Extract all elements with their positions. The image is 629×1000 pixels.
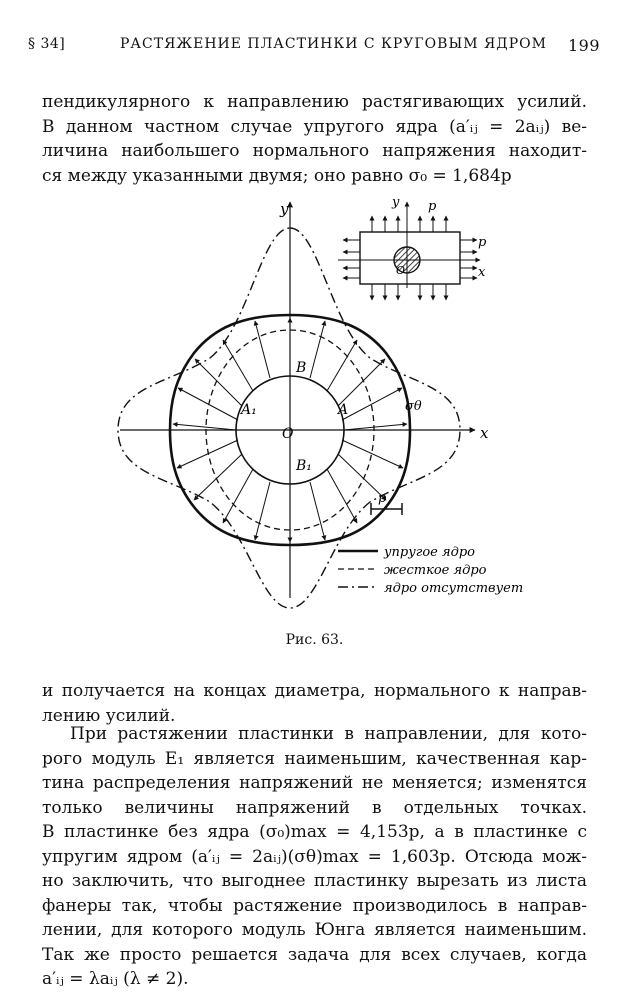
point-a-label: A	[338, 402, 349, 418]
page-number: 199	[567, 36, 600, 55]
paragraph-3	[42, 722, 587, 992]
text-line: В данном частном случае упругого ядра (a′ᵢⱼ = 2aᵢⱼ) ве-	[42, 116, 587, 137]
figure-63	[0, 188, 629, 628]
legend-label-elastic: упругое ядро	[384, 545, 475, 560]
point-b-label: B	[296, 360, 307, 376]
text-line: фанеры так, чтобы растяжение производилось в направ-	[42, 895, 587, 916]
text-line: лению усилий.	[42, 705, 176, 726]
inset-p-right-label: p	[478, 235, 487, 250]
y-axis-label: y	[280, 200, 289, 218]
text-line: только величины напряжений в отдельных точках.	[42, 797, 587, 818]
inset-y-label: y	[392, 195, 400, 210]
inset-x-label: x	[478, 265, 486, 280]
text-line: ся между указанными двумя; оно равно σ₀ = 1,684p	[42, 165, 512, 186]
figure-caption: Рис. 63.	[285, 632, 344, 648]
paragraph-1	[42, 90, 587, 188]
inset-p-top-label: p	[428, 199, 437, 214]
text-line: Так же просто решается задача для всех случаев, когда	[42, 944, 587, 965]
header-title: РАСТЯЖЕНИЕ ПЛАСТИНКИ С КРУГОВЫМ ЯДРОМ	[120, 36, 547, 52]
text-line: лении, для которого модуль Юнга является наименьшим.	[42, 920, 587, 940]
paragraph-2	[42, 679, 587, 728]
legend	[338, 545, 523, 596]
sigma-label: σθ	[405, 399, 422, 414]
running-header	[28, 36, 600, 58]
text-line: и получается на концах диаметра, нормального к направ-	[42, 681, 587, 701]
text-line: упругим ядром (a′ᵢⱼ = 2aᵢⱼ)(σθ)max = 1,603p. Отсюда мож-	[42, 846, 587, 867]
text-line: пендикулярного к направлению растягивающих усилий.	[42, 92, 587, 112]
section-number: § 34]	[28, 36, 66, 52]
text-line: При растяжении пластинки в направлении, для кото-	[70, 724, 587, 744]
text-line: В пластинке без ядра (σ₀)max = 4,153p, а в пластинке с	[42, 822, 587, 842]
scale-p-label: p	[378, 491, 387, 506]
x-axis-label: x	[480, 424, 489, 442]
text-line: тина распределения напряжений не меняется; изменятся	[42, 773, 587, 793]
text-line: a′ᵢⱼ = λaᵢⱼ (λ ≠ 2).	[42, 969, 189, 989]
inset-o-label: O	[396, 264, 406, 277]
point-a1-label: A₁	[241, 402, 257, 418]
point-b1-label: B₁	[296, 458, 312, 474]
origin-label: O	[282, 426, 294, 442]
text-line: рого модуль E₁ является наименьшим, качественная кар-	[42, 748, 587, 769]
legend-label-none: ядро отсутствует	[384, 581, 524, 596]
text-line: но заключить, что выгоднее пластинку вырезать из листа	[42, 871, 587, 891]
text-line: личина наибольшего нормального напряжения находит-	[42, 141, 587, 161]
inset-diagram	[338, 195, 487, 300]
legend-label-rigid: жесткое ядро	[384, 563, 487, 578]
